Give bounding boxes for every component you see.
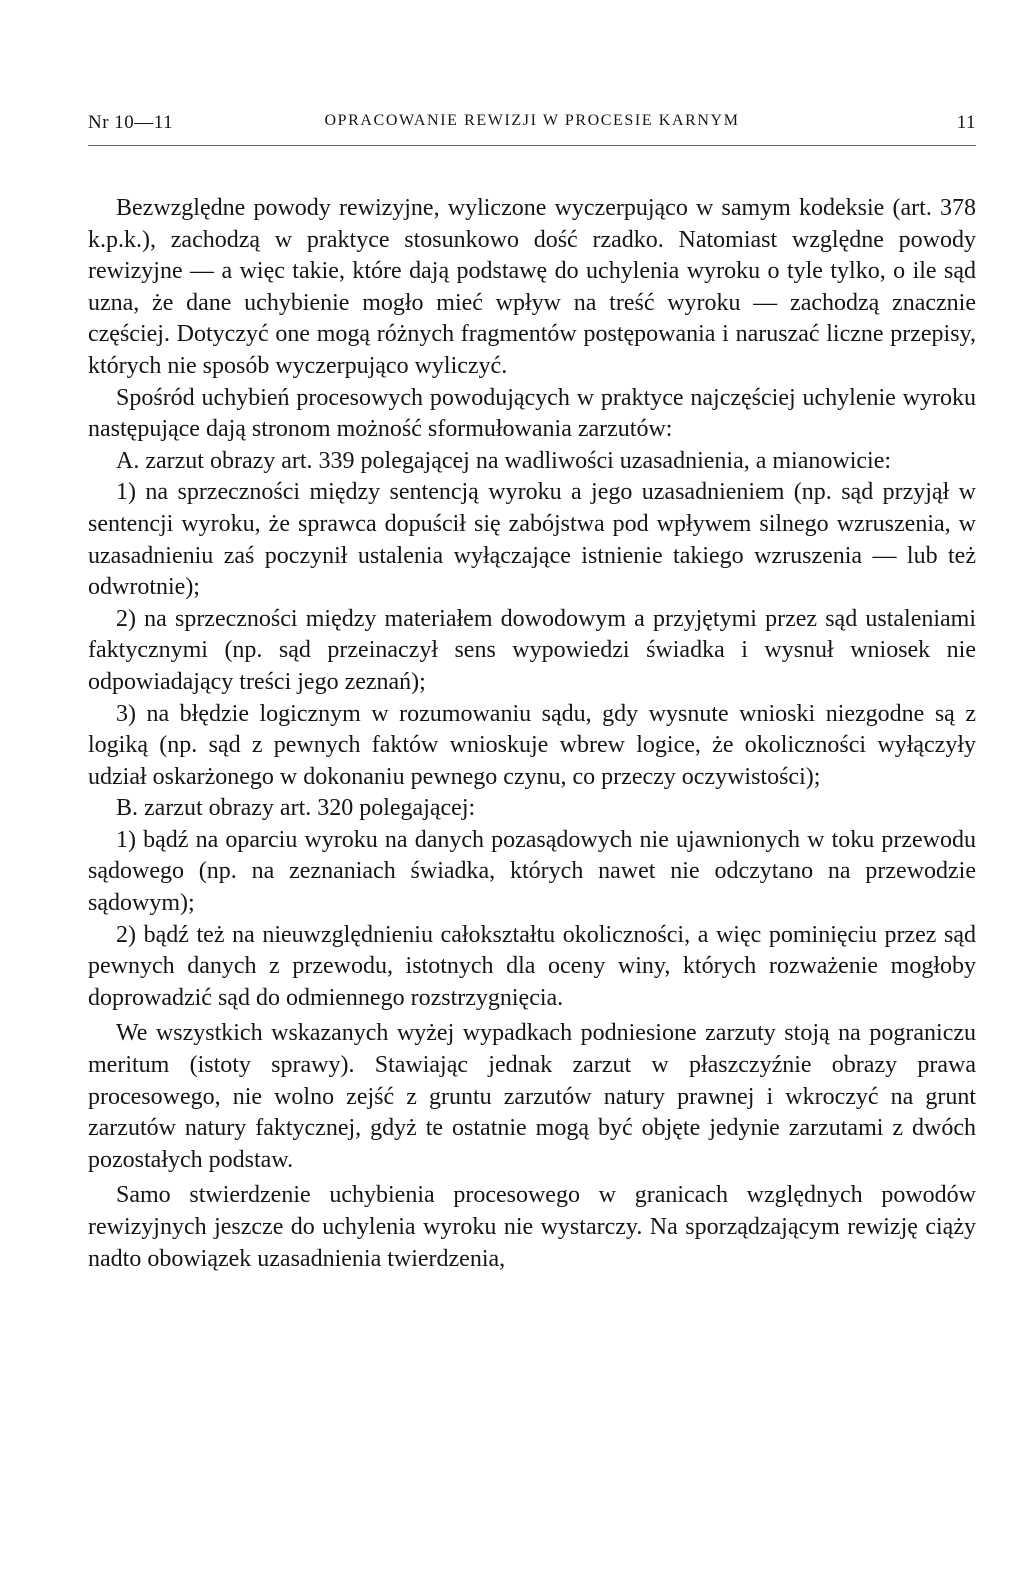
list-item-b-2: 2) bądź też na nieuwzględnieniu całokształtu okoliczności, a więc pominięciu przez sąd pewnych danych z przewodu, istotnych dla oceny winy, których rozważenie mogłoby doprowadzić sąd do odmiennego rozstrzygnięcia.: [88, 921, 976, 1011]
body-text: [88, 193, 976, 1275]
paragraph-list-intro: Spośród uchybień procesowych powodujących w praktyce najczęściej uchylenie wyroku następujące dają stronom możność sformułowania zarzutów:: [88, 384, 976, 443]
list-item-a-3: 3) na błędzie logicznym w rozumowaniu sądu, gdy wysnute wnioski niezgodne są z logiką (np. sąd z pewnych faktów wnioskuje wbrew logice, że okoliczności wyłączyły udział oskarżonego w dokonaniu pewnego czynu, co przeczy oczywistości);: [88, 700, 976, 790]
list-item-a: A. zarzut obrazy art. 339 polegającej na wadliwości uzasadnienia, a mianowicie:: [116, 447, 892, 474]
list-item-b-1: 1) bądź na oparciu wyroku na danych pozasądowych nie ujawnionych w toku przewodu sądowego (np. na zeznaniach świadka, których nawet nie odczytano na przewodzie sądowym);: [88, 826, 976, 917]
running-title: OPRACOWANIE REWIZJI W PROCESIE KARNYM: [324, 112, 740, 129]
paragraph-meritum: We wszystkich wskazanych wyżej wypadkach podniesione zarzuty stoją na pograniczu meritum (istoty sprawy). Stawiając jednak zarzut w płaszczyźnie obrazy prawa procesowego, nie wolno zejść z gruntu zarzutów natury prawnej i wkroczyć na grunt zarzutów natury faktycznej, gdyż te ostatnie mogą być objęte jedynie zarzutami z dwóch pozostałych podstaw.: [88, 1020, 976, 1173]
paragraph-closing: Samo stwierdzenie uchybienia procesowego w granicach względnych powodów rewizyjnych jeszcze do uchylenia wyroku nie wystarczy. Na sporządzającym rewizję ciąży nadto obowiązek uzasadnienia twierdzenia,: [88, 1182, 976, 1272]
list-item-b: B. zarzut obrazy art. 320 polegającej:: [116, 795, 476, 822]
running-header: [88, 112, 976, 142]
list-item-a-2: 2) na sprzeczności między materiałem dowodowym a przyjętymi przez sąd ustaleniami faktycznymi (np. sąd przeinaczył sens wypowiedzi świadka i wysnuł wniosek nie odpowiadający treści jego zeznań);: [88, 605, 976, 695]
list-item-a-1: 1) na sprzeczności między sentencją wyroku a jego uzasadnieniem (np. sąd przyjął w sentencji wyroku, że sprawca dopuścił się zabójstwa pod wpływem silnego wzruszenia, w uzasadnieniu zaś poczynił ustalenia wyłączające istnienie takiego wzruszenia — lub też odwrotnie);: [88, 479, 976, 601]
issue-number: Nr 10—11: [88, 112, 174, 133]
header-divider: [88, 145, 976, 146]
page-number: 11: [956, 112, 976, 133]
paragraph-intro: Bezwzględne powody rewizyjne, wyliczone wyczerpująco w samym kodeksie (art. 378 k.p.k.), zachodzą w praktyce stosunkowo dość rzadko. Natomiast względne powody rewizyjne — a więc takie, które dają podstawę do uchylenia wyroku o tyle tylko, o ile sąd uzna, że dane uchybienie mogło mieć wpływ na treść wyroku — zachodzą znacznie częściej. Dotyczyć one mogą różnych fragmentów postępowania i naruszać liczne przepisy, których nie sposób wyczerpująco wyliczyć.: [88, 195, 976, 379]
